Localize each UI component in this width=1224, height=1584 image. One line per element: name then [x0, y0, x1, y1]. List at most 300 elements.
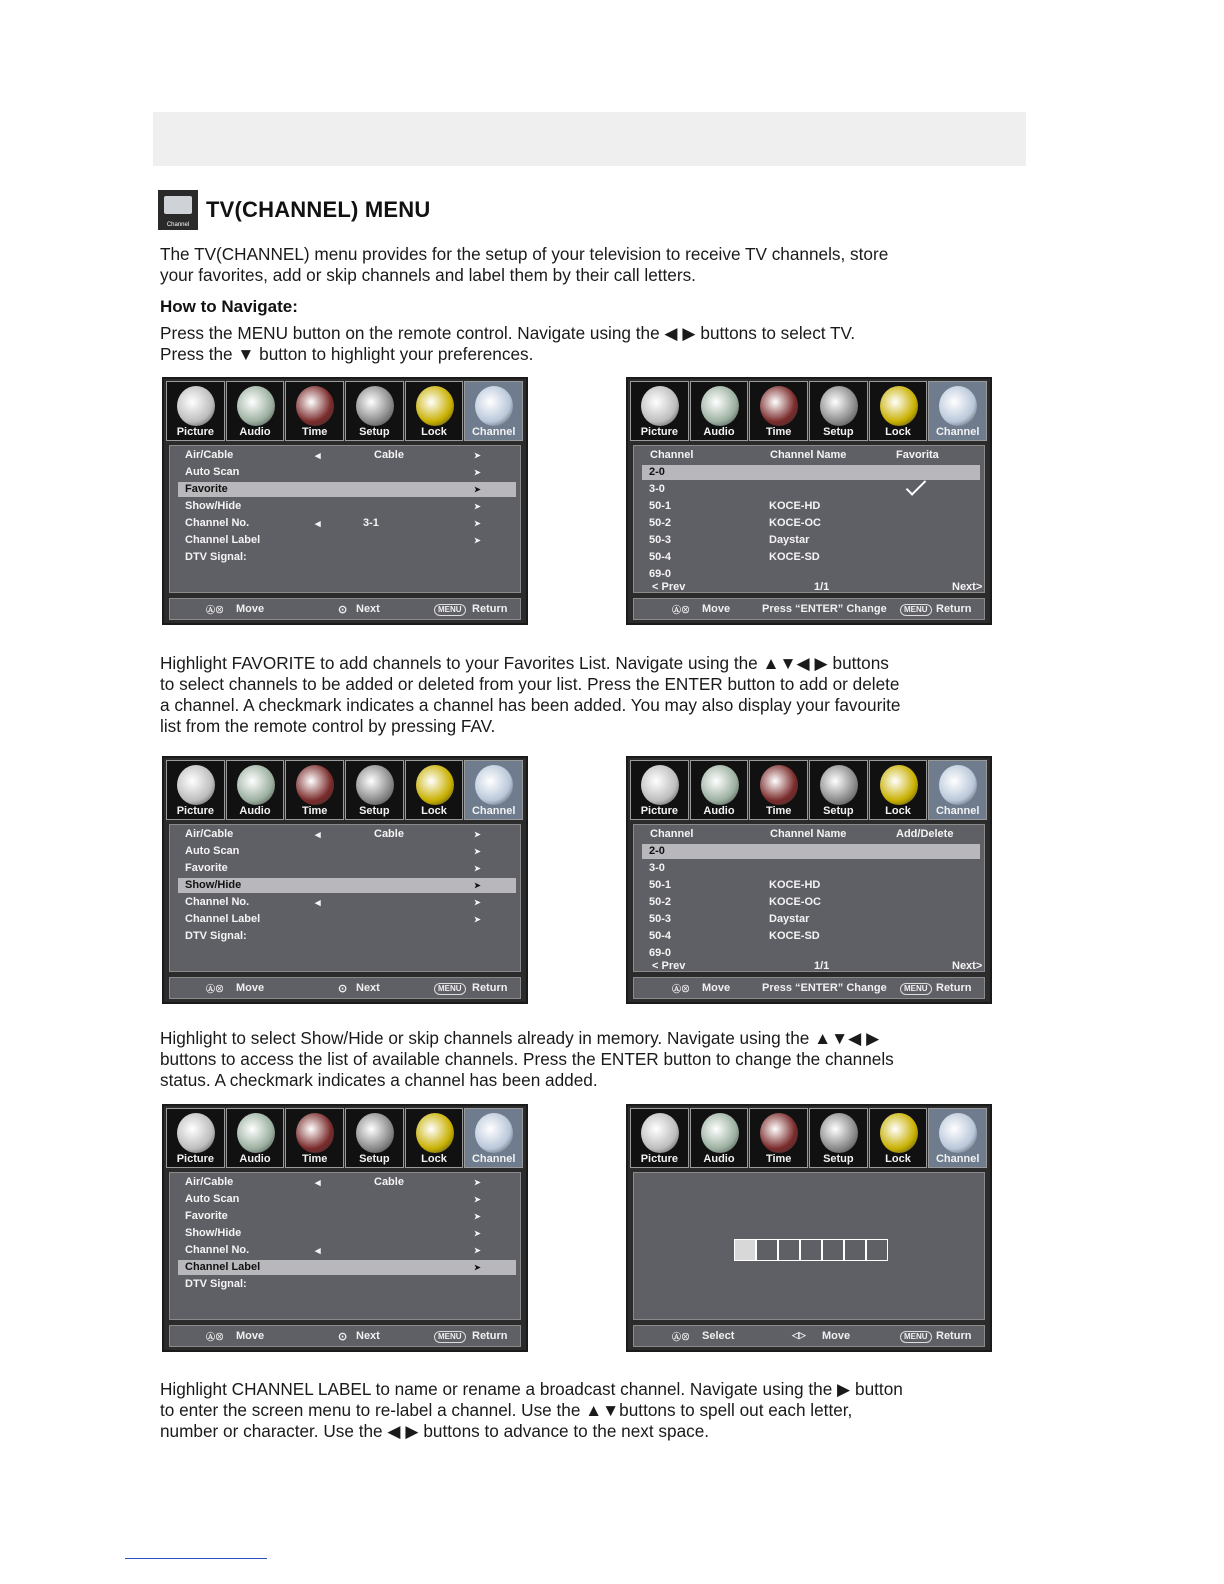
- menu-item-label: Channel No.: [185, 896, 250, 908]
- prev-page-link[interactable]: < Prev: [652, 960, 686, 972]
- tab-label: Lock: [421, 1153, 447, 1165]
- label-cell[interactable]: [800, 1239, 822, 1261]
- tab-setup[interactable]: [345, 760, 404, 820]
- camera-icon: [177, 1113, 215, 1153]
- tab-label: Audio: [239, 805, 271, 817]
- tab-channel[interactable]: [464, 1108, 523, 1168]
- tab-channel[interactable]: [464, 381, 523, 441]
- channel-name: KOCE-OC: [769, 896, 821, 908]
- menu-item-label: Channel Label: [185, 534, 261, 546]
- tab-label: Audio: [703, 1153, 735, 1165]
- osd-tab-bar: [630, 381, 988, 443]
- how-to-line-1: Press the MENU button on the remote control. Navigate using the ◀ ▶ buttons to select TV.: [160, 323, 856, 343]
- tab-label: Time: [765, 426, 792, 438]
- footer-return: Return: [472, 982, 508, 994]
- header-channel-name: Channel Name: [770, 828, 847, 840]
- tab-picture[interactable]: [166, 760, 225, 820]
- footer-return: Return: [472, 1330, 508, 1342]
- arrow-right-icon[interactable]: ➤: [474, 1195, 481, 1204]
- tab-setup[interactable]: [809, 760, 868, 820]
- channel-name: Daystar: [769, 534, 810, 546]
- tab-time[interactable]: [749, 381, 808, 441]
- tab-label: Picture: [640, 426, 678, 438]
- tab-time[interactable]: [285, 760, 344, 820]
- tab-label: Time: [301, 805, 328, 817]
- menu-item-label: Auto Scan: [185, 466, 240, 478]
- pagination-row: [642, 959, 983, 974]
- channel-name: KOCE-HD: [769, 500, 821, 512]
- updown-icon: Ⓐ⊗: [672, 605, 691, 615]
- menu-item-channel-label[interactable]: [178, 1260, 516, 1275]
- menu-footer: [169, 598, 521, 620]
- arrow-left-icon[interactable]: ◂: [315, 1177, 321, 1189]
- channel-number: 3-0: [649, 483, 665, 495]
- label-cell[interactable]: [778, 1239, 800, 1261]
- channel-list-body: [633, 445, 985, 593]
- header-channel: Channel: [650, 828, 694, 840]
- channel-row[interactable]: [642, 550, 980, 565]
- tab-channel[interactable]: [928, 381, 987, 441]
- menu-item-label: Air/Cable: [185, 449, 234, 461]
- channel-name: KOCE-SD: [769, 551, 820, 563]
- header-status: Favorita: [896, 449, 939, 461]
- tab-lock[interactable]: [405, 1108, 464, 1168]
- tab-label: Picture: [640, 1153, 678, 1165]
- lock-icon: [880, 765, 918, 805]
- tab-picture[interactable]: [630, 381, 689, 441]
- tab-label: Time: [765, 805, 792, 817]
- arrow-right-icon[interactable]: ➤: [474, 881, 481, 890]
- favorite-line-2: to select channels to be added or deleted from your list. Press the ENTER button to add or delete: [160, 674, 900, 694]
- arrow-left-icon[interactable]: ◂: [315, 897, 321, 909]
- arrow-right-icon[interactable]: ➤: [474, 847, 481, 856]
- clock-icon: [760, 386, 798, 426]
- tab-setup[interactable]: [809, 1108, 868, 1168]
- arrow-right-icon[interactable]: ➤: [474, 502, 481, 511]
- lock-icon: [880, 386, 918, 426]
- channel-number: 50-3: [649, 913, 672, 925]
- menu-item-label: Auto Scan: [185, 845, 240, 857]
- menu-item-channel-no-[interactable]: [178, 1243, 516, 1258]
- arrow-right-icon[interactable]: ➤: [474, 536, 481, 545]
- camera-icon: [641, 765, 679, 805]
- channel-number: 50-3: [649, 534, 672, 546]
- channel-row[interactable]: [642, 861, 980, 876]
- menu-item-dtv-signal-[interactable]: [178, 1277, 516, 1292]
- label-cell[interactable]: [844, 1239, 866, 1261]
- leftright-icon: ◁▷: [792, 1330, 806, 1340]
- channel-row[interactable]: [642, 878, 980, 893]
- channel-list-header: [642, 827, 980, 842]
- tab-picture[interactable]: [166, 381, 225, 441]
- osd-main-showhide: [162, 756, 528, 1004]
- next-icon: ⊙: [338, 983, 348, 995]
- tab-audio[interactable]: [690, 760, 749, 820]
- menu-item-auto-scan[interactable]: [178, 465, 516, 480]
- channel-number: 50-1: [649, 879, 672, 891]
- menu-button-icon: MENU: [900, 983, 932, 995]
- gear-icon: [356, 765, 394, 805]
- label-character-cells[interactable]: [734, 1239, 888, 1261]
- intro-line-1: The TV(CHANNEL) menu provides for the setup of your television to receive TV channels, store: [160, 244, 889, 264]
- tab-lock[interactable]: [869, 760, 928, 820]
- tab-channel[interactable]: [928, 760, 987, 820]
- tab-time[interactable]: [749, 1108, 808, 1168]
- clock-icon: [296, 765, 334, 805]
- footer-move: Move: [236, 603, 265, 615]
- menu-item-dtv-signal-[interactable]: [178, 929, 516, 944]
- footer-link-underline: [125, 1558, 267, 1559]
- arrow-right-icon[interactable]: ➤: [474, 485, 481, 494]
- channel-row[interactable]: [642, 516, 980, 531]
- channel-number: 2-0: [649, 466, 665, 478]
- tv-icon: [939, 1113, 977, 1153]
- page-title: TV(CHANNEL) MENU: [206, 197, 431, 222]
- gear-icon: [820, 386, 858, 426]
- channel-number: 50-4: [649, 930, 672, 942]
- channel-number: 50-4: [649, 551, 672, 563]
- osd-tab-bar: [166, 1108, 524, 1170]
- menu-item-label: Channel Label: [185, 1261, 261, 1273]
- pagination-row: [642, 580, 983, 595]
- tab-label: Channel: [935, 1153, 980, 1165]
- channel-name: KOCE-HD: [769, 879, 821, 891]
- menu-item-channel-no-[interactable]: [178, 895, 516, 910]
- menu-body: [169, 1172, 521, 1320]
- page-title-row: [158, 190, 430, 230]
- arrow-right-icon[interactable]: ➤: [474, 519, 481, 528]
- audio-icon: [701, 1113, 739, 1153]
- tab-label: Picture: [640, 805, 678, 817]
- tab-time[interactable]: [285, 381, 344, 441]
- tab-label: Setup: [359, 426, 390, 438]
- clock-icon: [760, 765, 798, 805]
- clock-icon: [760, 1113, 798, 1153]
- arrow-right-icon[interactable]: ➤: [474, 898, 481, 907]
- arrow-left-icon[interactable]: ◂: [315, 450, 321, 462]
- arrow-right-icon[interactable]: ➤: [474, 1212, 481, 1221]
- tab-lock[interactable]: [405, 381, 464, 441]
- footer-next: Next: [356, 1330, 380, 1342]
- footer-move: Move: [822, 1330, 851, 1342]
- menu-item-label: DTV Signal:: [185, 551, 247, 563]
- channel-number: 69-0: [649, 568, 672, 580]
- label-footer: [633, 1325, 985, 1347]
- page-indicator: 1/1: [814, 581, 830, 593]
- tab-setup[interactable]: [345, 381, 404, 441]
- lock-icon: [416, 765, 454, 805]
- channel-number: 2-0: [649, 845, 665, 857]
- tab-label: Channel: [935, 805, 980, 817]
- menu-button-icon: MENU: [900, 604, 932, 616]
- channel-number: 50-2: [649, 896, 672, 908]
- lock-icon: [416, 1113, 454, 1153]
- tab-label: Setup: [823, 1153, 854, 1165]
- menu-item-dtv-signal-[interactable]: [178, 550, 516, 565]
- arrow-right-icon[interactable]: ➤: [474, 864, 481, 873]
- menu-item-channel-no-[interactable]: [178, 516, 516, 531]
- menu-footer: [169, 1325, 521, 1347]
- menu-item-label: Favorite: [185, 1210, 228, 1222]
- aircable-value: Cable: [374, 449, 404, 461]
- tab-picture[interactable]: [630, 760, 689, 820]
- header-channel-name: Channel Name: [770, 449, 847, 461]
- gear-icon: [356, 1113, 394, 1153]
- audio-icon: [701, 765, 739, 805]
- favorite-line-1: Highlight FAVORITE to add channels to your Favorites List. Navigate using the ▲▼◀ ▶ buttons: [160, 653, 889, 673]
- label-line-2: to enter the screen menu to re-label a channel. Use the ▲▼buttons to spell out each letter,: [160, 1400, 853, 1420]
- tab-label: Audio: [239, 426, 271, 438]
- menu-item-air-cable[interactable]: [178, 448, 516, 463]
- audio-icon: [701, 386, 739, 426]
- menu-item-label: Auto Scan: [185, 1193, 240, 1205]
- arrow-right-icon[interactable]: ➤: [474, 1246, 481, 1255]
- header-status: Add/Delete: [896, 828, 954, 840]
- tab-label: Lock: [421, 426, 447, 438]
- menu-item-label: Air/Cable: [185, 828, 234, 840]
- updown-icon: Ⓐ⊗: [672, 984, 691, 994]
- osd-label-editor: [626, 1104, 992, 1352]
- arrow-left-icon[interactable]: ◂: [315, 518, 321, 530]
- footer-select: Select: [702, 1330, 735, 1342]
- arrow-right-icon[interactable]: ➤: [474, 468, 481, 477]
- lock-icon: [880, 1113, 918, 1153]
- how-to-heading: How to Navigate:: [160, 297, 298, 316]
- tab-label: Lock: [421, 805, 447, 817]
- tab-lock[interactable]: [405, 760, 464, 820]
- channel-list-body: [633, 824, 985, 972]
- footer-enter: Press “ENTER” Change: [762, 603, 887, 615]
- tv-icon: [939, 386, 977, 426]
- page-indicator: 1/1: [814, 960, 830, 972]
- label-cell[interactable]: [734, 1239, 756, 1261]
- tab-label: Channel: [471, 1153, 516, 1165]
- how-to-line-2: Press the ▼ button to highlight your preferences.: [160, 344, 534, 364]
- gear-icon: [820, 1113, 858, 1153]
- tab-label: Lock: [885, 426, 911, 438]
- label-cell[interactable]: [756, 1239, 778, 1261]
- favorite-line-3: a channel. A checkmark indicates a channel has been added. You may also display your favourite: [160, 695, 901, 715]
- footer-return: Return: [936, 982, 972, 994]
- label-line-3: number or character. Use the ◀ ▶ buttons to advance to the next space.: [160, 1421, 710, 1441]
- channel-row[interactable]: [642, 465, 980, 480]
- tab-picture[interactable]: [630, 1108, 689, 1168]
- menu-item-auto-scan[interactable]: [178, 1192, 516, 1207]
- camera-icon: [641, 1113, 679, 1153]
- next-page-link[interactable]: Next>: [952, 960, 983, 972]
- tab-label: Setup: [359, 805, 390, 817]
- tv-icon: [939, 765, 977, 805]
- menu-item-show-hide[interactable]: [178, 878, 516, 893]
- tab-audio[interactable]: [690, 1108, 749, 1168]
- menu-item-favorite[interactable]: [178, 1209, 516, 1224]
- camera-icon: [177, 765, 215, 805]
- menu-item-favorite[interactable]: [178, 482, 516, 497]
- osd-tab-bar: [630, 760, 988, 822]
- arrow-left-icon[interactable]: ◂: [315, 1245, 321, 1257]
- tab-label: Time: [301, 426, 328, 438]
- updown-icon: Ⓐ⊗: [672, 1332, 691, 1342]
- channel-list-header: [642, 448, 980, 463]
- tab-label: Channel: [471, 805, 516, 817]
- list-footer: [633, 598, 985, 620]
- channel-number: 50-2: [649, 517, 672, 529]
- arrow-right-icon[interactable]: ➤: [474, 1178, 481, 1187]
- menu-item-show-hide[interactable]: [178, 499, 516, 514]
- arrow-right-icon[interactable]: ➤: [474, 451, 481, 460]
- arrow-right-icon[interactable]: ➤: [474, 915, 481, 924]
- menu-button-icon: MENU: [434, 604, 466, 616]
- menu-item-label: Show/Hide: [185, 1227, 242, 1239]
- menu-item-label: Air/Cable: [185, 1176, 234, 1188]
- audio-icon: [237, 765, 275, 805]
- menu-item-label: Favorite: [185, 483, 228, 495]
- showhide-line-1: Highlight to select Show/Hide or skip channels already in memory. Navigate using the ▲▼◀ ▶: [160, 1028, 880, 1048]
- tab-label: Time: [301, 1153, 328, 1165]
- favorite-line-4: list from the remote control by pressing FAV.: [160, 716, 496, 736]
- intro-line-2: your favorites, add or skip channels and label them by their call letters.: [160, 265, 696, 285]
- menu-item-auto-scan[interactable]: [178, 844, 516, 859]
- tab-label: Channel: [935, 426, 980, 438]
- footer-next: Next: [356, 982, 380, 994]
- menu-item-channel-label[interactable]: [178, 533, 516, 548]
- arrow-right-icon[interactable]: ➤: [474, 830, 481, 839]
- camera-icon: [177, 386, 215, 426]
- showhide-line-3: status. A checkmark indicates a channel has been added.: [160, 1070, 598, 1090]
- tab-label: Audio: [703, 426, 735, 438]
- menu-body: [169, 445, 521, 593]
- gear-icon: [820, 765, 858, 805]
- footer-move: Move: [236, 982, 265, 994]
- channel-row[interactable]: [642, 844, 980, 859]
- audio-icon: [237, 386, 275, 426]
- channel-number: 50-1: [649, 500, 672, 512]
- menu-item-label: Show/Hide: [185, 879, 242, 891]
- footer-move: Move: [702, 603, 731, 615]
- channel-no-value: 3-1: [363, 517, 379, 529]
- channel-row[interactable]: [642, 499, 980, 514]
- label-line-1: Highlight CHANNEL LABEL to name or rename a broadcast channel. Navigate using the ▶ button: [160, 1379, 903, 1399]
- channel-row[interactable]: [642, 929, 980, 944]
- tab-time[interactable]: [749, 760, 808, 820]
- channel-number: 69-0: [649, 947, 672, 959]
- audio-icon: [237, 1113, 275, 1153]
- tab-label: Lock: [885, 805, 911, 817]
- tab-audio[interactable]: [226, 1108, 285, 1168]
- arrow-right-icon[interactable]: ➤: [474, 1263, 481, 1272]
- menu-button-icon: MENU: [434, 983, 466, 995]
- tab-label: Picture: [176, 1153, 214, 1165]
- menu-button-icon: MENU: [434, 1331, 466, 1343]
- tab-lock[interactable]: [869, 381, 928, 441]
- channel-row[interactable]: [642, 482, 980, 497]
- tv-icon: [475, 1113, 513, 1153]
- header-channel: Channel: [650, 449, 694, 461]
- gear-icon: [356, 386, 394, 426]
- aircable-value: Cable: [374, 828, 404, 840]
- channel-row[interactable]: [642, 895, 980, 910]
- footer-return: Return: [936, 1330, 972, 1342]
- channel-row[interactable]: [642, 533, 980, 548]
- tab-audio[interactable]: [226, 760, 285, 820]
- tab-label: Setup: [823, 805, 854, 817]
- tab-lock[interactable]: [869, 1108, 928, 1168]
- channel-name: KOCE-OC: [769, 517, 821, 529]
- channel-row[interactable]: [642, 912, 980, 927]
- menu-item-label: Channel Label: [185, 913, 261, 925]
- tab-channel[interactable]: [464, 760, 523, 820]
- tab-label: Audio: [239, 1153, 271, 1165]
- menu-item-channel-label[interactable]: [178, 912, 516, 927]
- footer-enter: Press “ENTER” Change: [762, 982, 887, 994]
- osd-tab-bar: [630, 1108, 988, 1170]
- camera-icon: [641, 386, 679, 426]
- menu-item-air-cable[interactable]: [178, 827, 516, 842]
- menu-item-label: Show/Hide: [185, 500, 242, 512]
- osd-showhide-list: [626, 756, 992, 1004]
- osd-main-label: [162, 1104, 528, 1352]
- menu-item-label: DTV Signal:: [185, 930, 247, 942]
- tab-channel[interactable]: [928, 1108, 987, 1168]
- menu-item-label: Channel No.: [185, 1244, 250, 1256]
- label-cell[interactable]: [822, 1239, 844, 1261]
- footer-return: Return: [936, 603, 972, 615]
- tab-label: Channel: [471, 426, 516, 438]
- menu-item-show-hide[interactable]: [178, 1226, 516, 1241]
- channel-name: KOCE-SD: [769, 930, 820, 942]
- tab-label: Picture: [176, 426, 214, 438]
- next-icon: ⊙: [338, 604, 348, 616]
- tab-label: Audio: [703, 805, 735, 817]
- tab-label: Setup: [823, 426, 854, 438]
- menu-button-icon: MENU: [900, 1331, 932, 1343]
- tab-audio[interactable]: [226, 381, 285, 441]
- tab-setup[interactable]: [809, 381, 868, 441]
- tab-setup[interactable]: [345, 1108, 404, 1168]
- tab-time[interactable]: [285, 1108, 344, 1168]
- tab-audio[interactable]: [690, 381, 749, 441]
- channel-name: Daystar: [769, 913, 810, 925]
- footer-next: Next: [356, 603, 380, 615]
- tab-label: Setup: [359, 1153, 390, 1165]
- menu-item-favorite[interactable]: [178, 861, 516, 876]
- osd-tab-bar: [166, 381, 524, 443]
- arrow-left-icon[interactable]: ◂: [315, 829, 321, 841]
- prev-page-link[interactable]: < Prev: [652, 581, 686, 593]
- tv-icon: [475, 386, 513, 426]
- tab-label: Time: [765, 1153, 792, 1165]
- arrow-right-icon[interactable]: ➤: [474, 1229, 481, 1238]
- menu-body: [169, 824, 521, 972]
- channel-number: 3-0: [649, 862, 665, 874]
- lock-icon: [416, 386, 454, 426]
- label-editor-body: [633, 1172, 985, 1320]
- menu-item-air-cable[interactable]: [178, 1175, 516, 1190]
- tab-label: Lock: [885, 1153, 911, 1165]
- updown-icon: Ⓐ⊗: [206, 984, 225, 994]
- tab-picture[interactable]: [166, 1108, 225, 1168]
- osd-favorite-list: [626, 377, 992, 625]
- aircable-value: Cable: [374, 1176, 404, 1188]
- label-cell[interactable]: [866, 1239, 888, 1261]
- osd-tab-bar: [166, 760, 524, 822]
- menu-item-label: Channel No.: [185, 517, 250, 529]
- next-page-link[interactable]: Next>: [952, 581, 983, 593]
- updown-icon: Ⓐ⊗: [206, 605, 225, 615]
- footer-move: Move: [702, 982, 731, 994]
- tab-label: Picture: [176, 805, 214, 817]
- list-footer: [633, 977, 985, 999]
